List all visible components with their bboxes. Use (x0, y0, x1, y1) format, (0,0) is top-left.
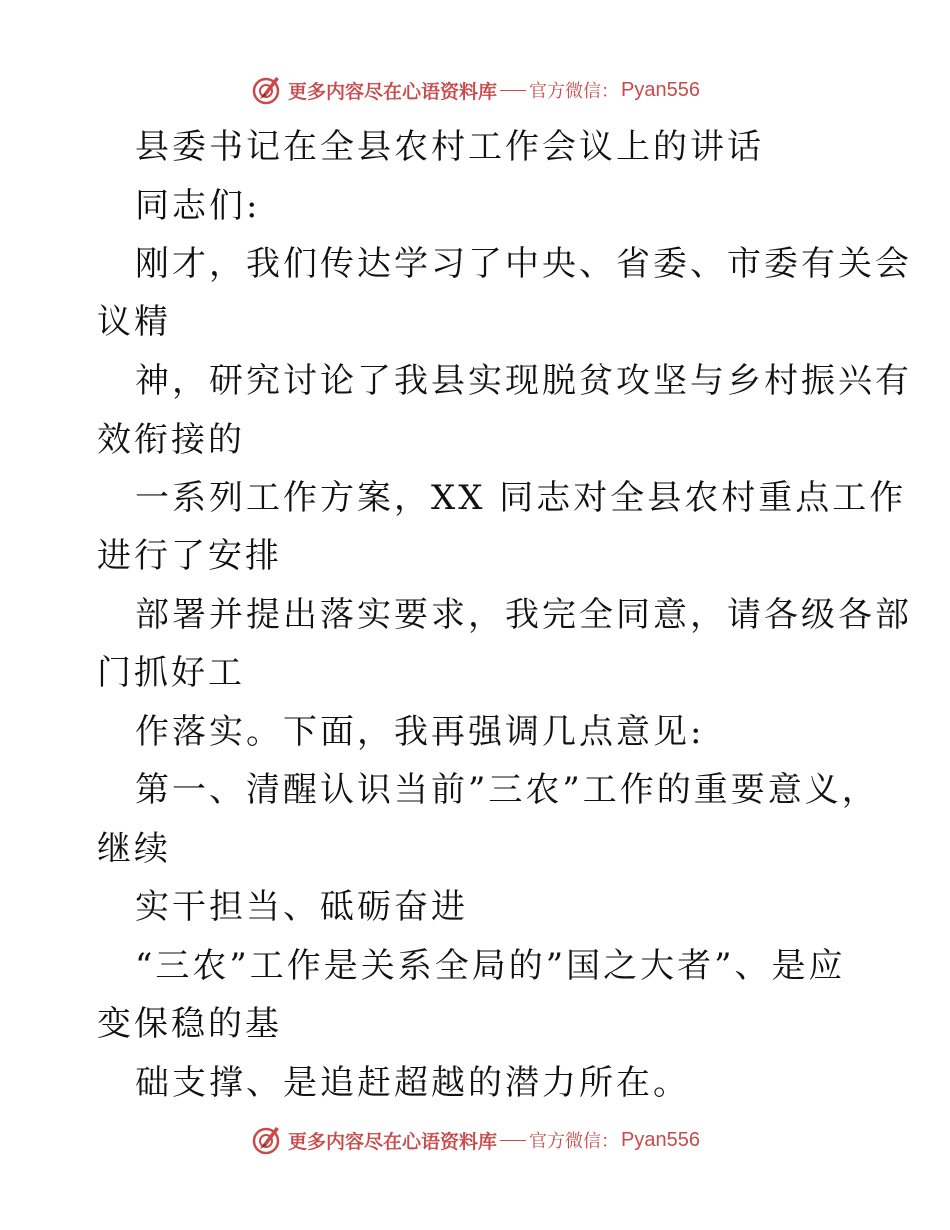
text-line: 部署并提出落实要求，我完全同意，请各级各部 (135, 595, 912, 635)
header-watermark (0, 70, 950, 110)
text-line: 同志们: (135, 186, 261, 226)
text-line: 进行了安排 (97, 536, 282, 576)
document-title: 县委书记在全县农村工作会议上的讲话 (135, 127, 764, 167)
watermark-dash (500, 90, 526, 91)
text-line: 效衔接的 (97, 420, 245, 460)
text-line: “三农”工作是关系全局的”国之大者”、是应 (135, 946, 846, 986)
watermark-sub-text: 官方微信： (529, 81, 620, 102)
text-line: 一系列工作方案，XX 同志对全县农村重点工作 (135, 478, 907, 518)
text-line: 础支撑、是追赶超越的潜力所在。 (135, 1063, 690, 1103)
footer-watermark (0, 1120, 950, 1160)
quill-logo-icon (250, 1124, 282, 1156)
text-line: 神，研究讨论了我县实现脱贫攻坚与乡村振兴有 (135, 361, 912, 401)
watermark-sub-text: 官方微信： (529, 1131, 620, 1152)
quill-logo-icon (250, 74, 282, 106)
watermark-dash (500, 1140, 526, 1141)
text-line: 变保稳的基 (97, 1004, 282, 1044)
watermark-id-text: Pyan556 (621, 1128, 700, 1151)
text-line: 议精 (97, 302, 171, 342)
text-line: 第一、清醒认识当前”三农”工作的重要意义， (135, 770, 879, 810)
text-line: 继续 (97, 829, 171, 869)
watermark-main-text: 更多内容尽在心语资料库 (288, 80, 498, 103)
text-line: 刚才，我们传达学习了中央、省委、市委有关会 (135, 244, 912, 284)
text-line: 门抓好工 (97, 653, 245, 693)
text-line: 实干担当、砥砺奋进 (135, 887, 468, 927)
watermark-id-text: Pyan556 (621, 78, 700, 101)
text-line: 作落实。下面，我再强调几点意见: (135, 712, 705, 752)
watermark-main-text: 更多内容尽在心语资料库 (288, 1130, 498, 1153)
